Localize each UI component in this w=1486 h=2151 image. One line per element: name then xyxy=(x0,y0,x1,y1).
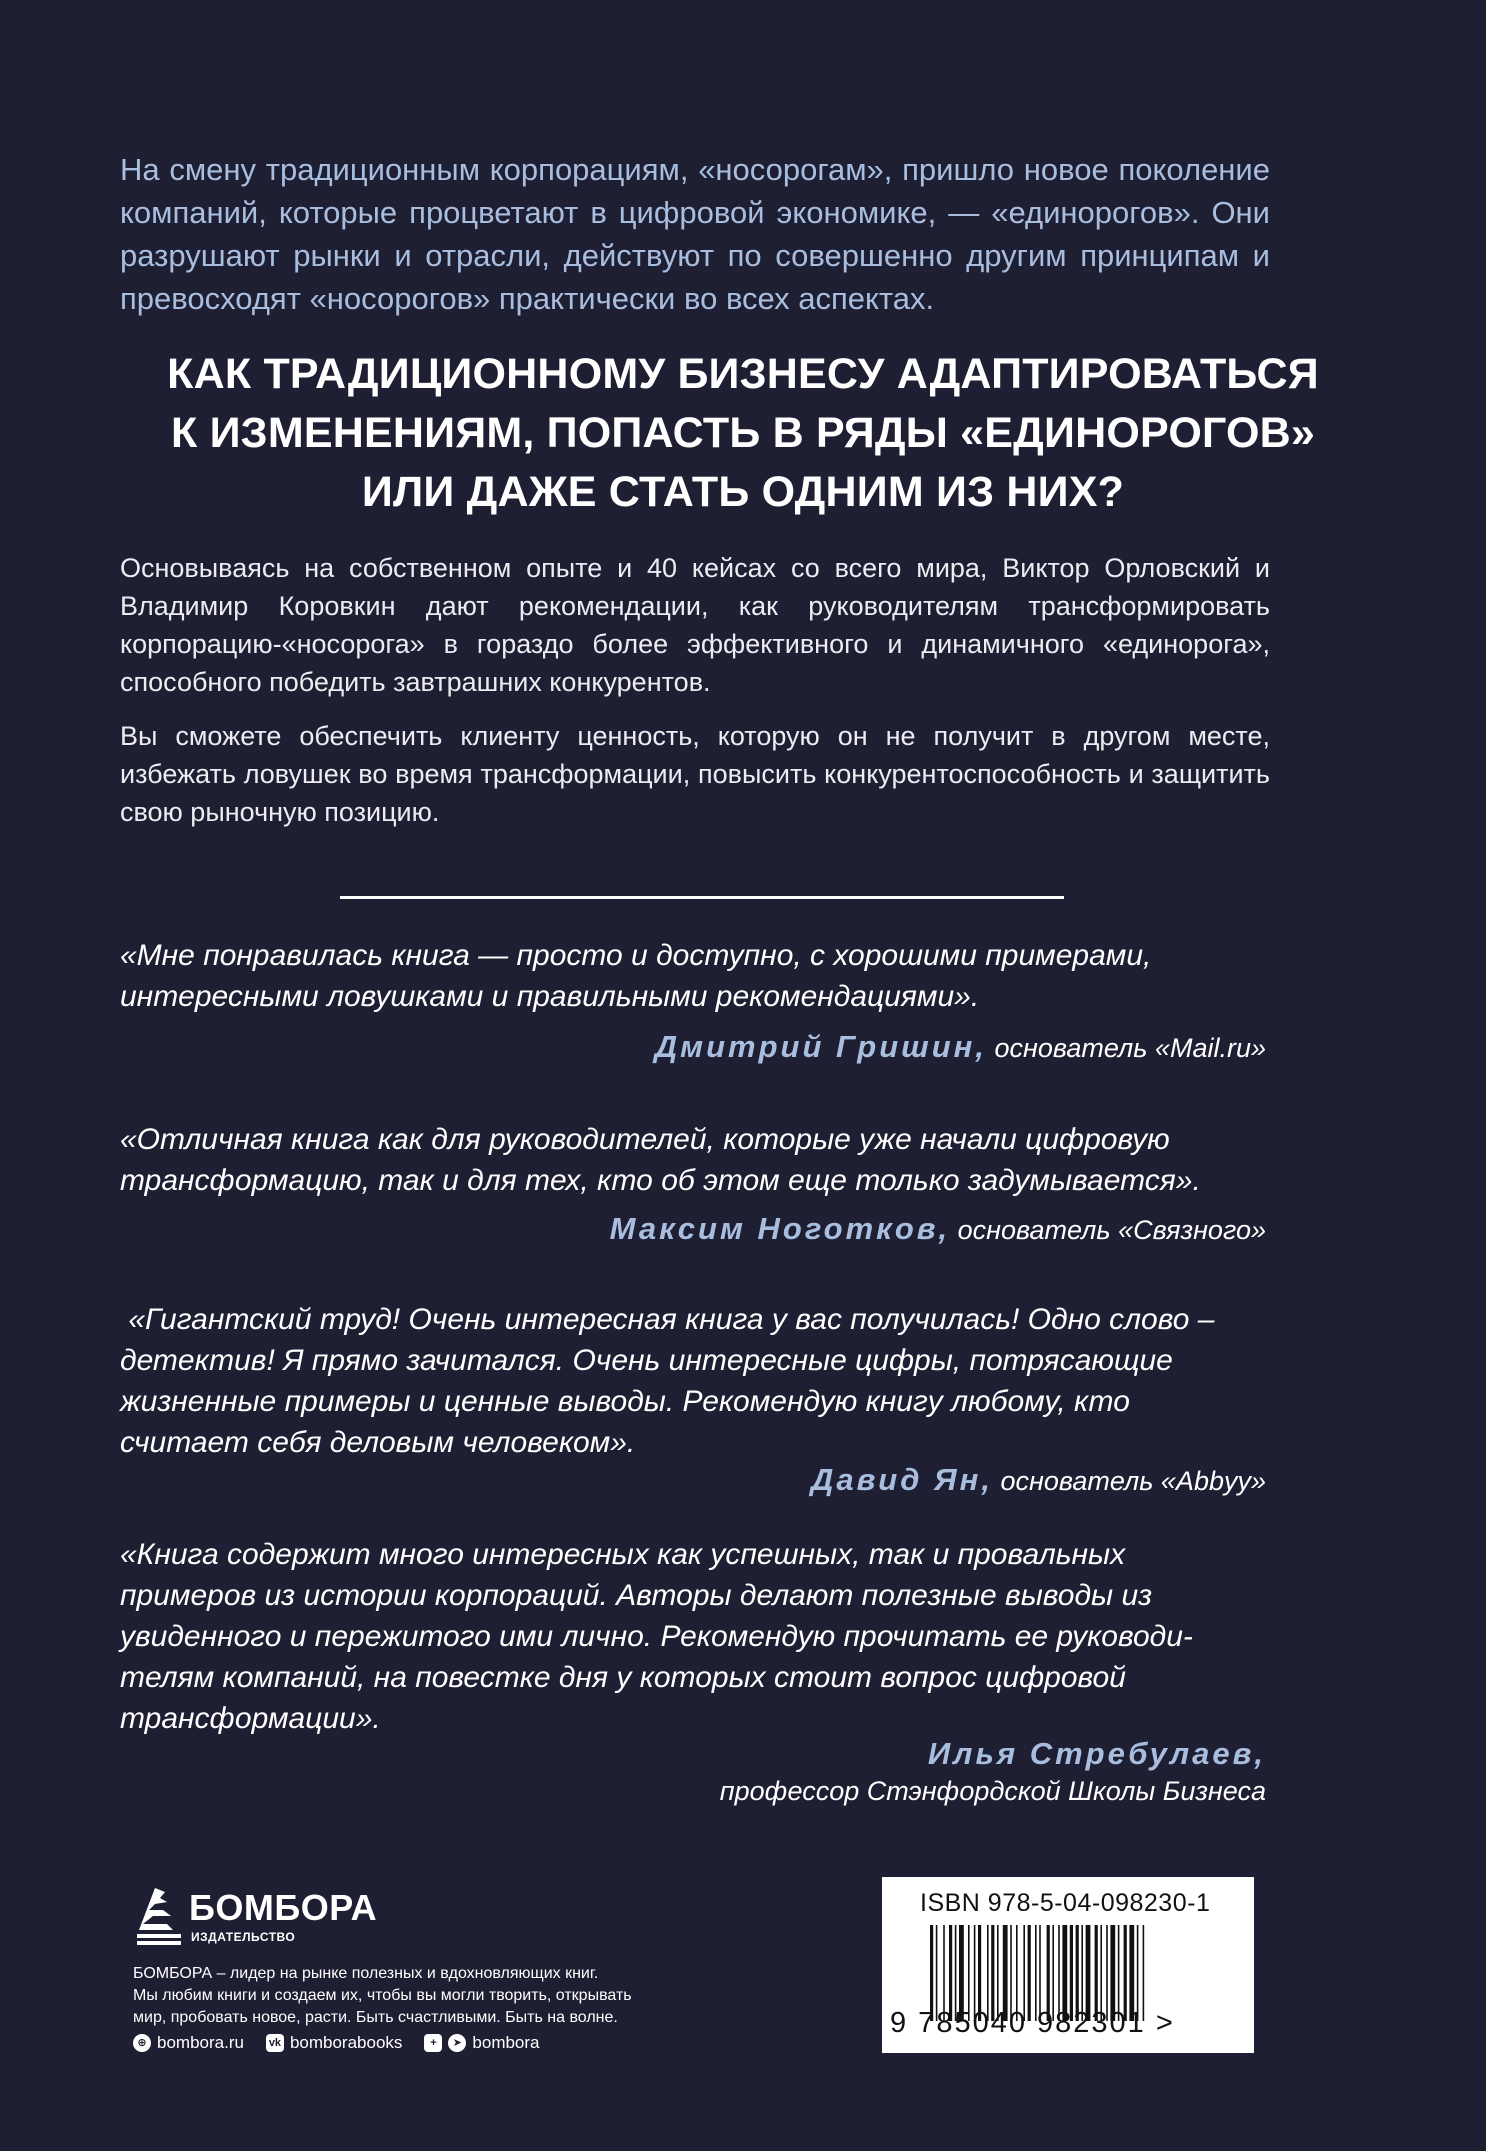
quote-line: «Мне понравилась книга — просто и доступно, с хорошими примерами, xyxy=(120,939,1152,972)
telegram-link[interactable] xyxy=(424,2033,539,2053)
publisher-text-line: БОМБОРА – лидер на рынке полезных и вдохновляющих книг. xyxy=(133,1965,599,1982)
description-paragraph-2: Вы сможете обеспечить клиенту ценность, которую он не получит в другом месте, избежать ловушек во время трансформации, повысить конкурентоспособность и защитить свою рыночную позицию. xyxy=(120,721,1270,827)
quote-line: детектив! Я прямо зачитался. Очень интересные цифры, потрясающие xyxy=(120,1344,1173,1377)
quote-line: увиденного и пережитого ими лично. Рекомендую прочитать ее руководи- xyxy=(120,1620,1193,1653)
vk-icon: vk xyxy=(266,2034,284,2052)
author-role: профессор Стэнфордской Школы Бизнеса xyxy=(719,1776,1266,1806)
description-paragraph-1: Основываясь на собственном опыте и 40 кейсах со всего мира, Виктор Орловский и Владимир Коровкин дают рекомендации, как руководителям трансформировать корпорацию-«носорога» в гораздо более эффективного и динамичного «единорога», способного победить завтрашних конкурентов. xyxy=(120,553,1270,697)
divider xyxy=(340,896,1064,899)
vk-label: bomborabooks xyxy=(289,2033,403,2052)
quote-2 xyxy=(120,1119,1270,1201)
telegram-label: bombora xyxy=(472,2033,540,2052)
website-link[interactable] xyxy=(133,2033,244,2053)
publisher-subtitle: ИЗДАТЕЛЬСТВО xyxy=(191,1930,296,1944)
quote-3-attribution xyxy=(811,1462,1266,1498)
quote-line: считает себя деловым человеком». xyxy=(120,1426,636,1459)
quote-line: жизненные примеры и ценные выводы. Рекомендую книгу любому, кто xyxy=(120,1385,1130,1418)
quote-1 xyxy=(120,935,1270,1017)
publisher-text-line: мир, пробовать новое, расти. Быть счастливыми. Быть на волне. xyxy=(133,2009,618,2026)
barcode-digits: 9 785040 982301 > xyxy=(890,2007,1175,2039)
author-name: Дмитрий Гришин, xyxy=(654,1029,987,1064)
quote-line: примеров из истории корпораций. Авторы делают полезные выводы из xyxy=(120,1579,1153,1612)
publisher-logo-icon xyxy=(133,1886,183,1948)
headline xyxy=(100,345,1386,522)
quote-line: телям компаний, на повестке дня у которых стоит вопрос цифровой xyxy=(120,1661,1126,1694)
vk-link[interactable] xyxy=(266,2033,402,2053)
website-label: bombora.ru xyxy=(157,2033,244,2052)
publisher-name: БОМБОРА xyxy=(189,1887,378,1928)
plus-icon: + xyxy=(424,2034,442,2052)
author-role: основатель «Mail.ru» xyxy=(994,1033,1266,1063)
headline-line-3: ИЛИ ДАЖЕ СТАТЬ ОДНИМ ИЗ НИХ? xyxy=(361,468,1125,516)
author-name: Давид Ян, xyxy=(810,1462,993,1497)
quote-line: интересными ловушками и правильными рекомендациями». xyxy=(120,980,980,1013)
isbn-label: ISBN 978-5-04-098230-1 xyxy=(920,1889,1211,1917)
quote-line: трансформацию, так и для тех, кто об этом еще только задумывается». xyxy=(120,1164,1201,1197)
globe-icon: ⊕ xyxy=(133,2034,151,2052)
quote-4 xyxy=(120,1534,1270,1739)
quote-1-attribution xyxy=(655,1029,1266,1065)
publisher-logo xyxy=(133,1886,378,1952)
quote-2-attribution xyxy=(610,1211,1266,1247)
publisher-text-line: Мы любим книги и создаем их, чтобы вы могли творить, открывать xyxy=(133,1987,632,2004)
headline-line-2: К ИЗМЕНЕНИЯМ, ПОПАСТЬ В РЯДЫ «ЕДИНОРОГОВ» xyxy=(170,409,1315,457)
quote-4-attribution xyxy=(720,1736,1266,1807)
quote-line: «Гигантский труд! Очень интересная книга у вас получилась! Одно слово – xyxy=(120,1303,1215,1336)
publisher-description xyxy=(133,1963,693,2029)
telegram-icon: ➤ xyxy=(448,2034,466,2052)
quote-line: трансформации». xyxy=(120,1702,381,1735)
author-name: Илья Стребулаев, xyxy=(927,1736,1266,1771)
publisher-links xyxy=(133,2033,540,2053)
quote-line: «Отличная книга как для руководителей, которые уже начали цифровую xyxy=(120,1123,1170,1156)
author-role: основатель «Связного» xyxy=(957,1215,1266,1245)
quote-3 xyxy=(120,1299,1270,1463)
author-role: основатель «Abbyy» xyxy=(1000,1466,1266,1496)
headline-line-1: КАК ТРАДИЦИОННОМУ БИЗНЕСУ АДАПТИРОВАТЬСЯ xyxy=(167,350,1319,398)
author-name: Максим Ноготков, xyxy=(609,1211,951,1246)
quote-line: «Книга содержит много интересных как успешных, так и провальных xyxy=(120,1538,1126,1571)
intro-paragraph: На смену традиционным корпорациям, «носорогам», пришло новое поколение компаний, которые процветают в цифровой экономике, — «единорогов». Они разрушают рынки и отрасли, действуют по совершенно другим принципам и превосходят «носорогов» практически во всех аспектах. xyxy=(120,152,1270,316)
barcode-box xyxy=(882,1877,1254,2053)
